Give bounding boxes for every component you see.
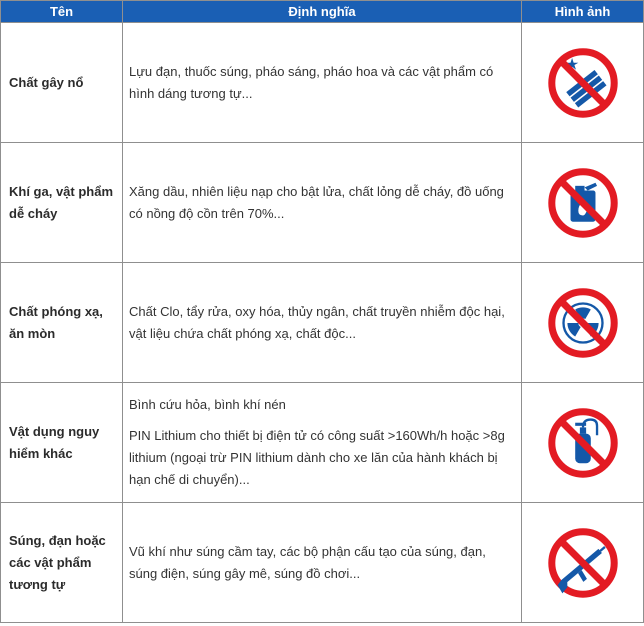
definition-text: Lựu đạn, thuốc súng, pháo sáng, pháo hoa và các vật phẩm có hình dáng tương tự... bbox=[129, 63, 494, 101]
header-image: Hình ảnh bbox=[522, 1, 644, 23]
item-definition bbox=[123, 23, 522, 143]
item-definition bbox=[123, 143, 522, 263]
no-flammable-icon bbox=[544, 164, 622, 242]
table-row bbox=[1, 263, 644, 383]
item-definition bbox=[123, 383, 522, 503]
no-radioactive-icon bbox=[544, 284, 622, 362]
no-gas-cylinder-icon bbox=[544, 404, 622, 482]
item-definition bbox=[123, 263, 522, 383]
no-firearms-icon bbox=[544, 524, 622, 602]
definition-text: Vũ khí như súng cầm tay, các bộ phận cấu tạo của súng, đạn, súng điện, súng gây mê, súng đồ chơi... bbox=[129, 543, 486, 581]
item-image-cell bbox=[522, 383, 644, 503]
definition-text: Bình cứu hỏa, bình khí nén bbox=[129, 397, 286, 412]
item-image-cell bbox=[522, 263, 644, 383]
item-name: Chất gây nổ bbox=[1, 23, 123, 143]
header-name: Tên bbox=[1, 1, 123, 23]
table-row bbox=[1, 383, 644, 503]
header-definition: Định nghĩa bbox=[123, 1, 522, 23]
item-name: Chất phóng xạ, ăn mòn bbox=[1, 263, 123, 383]
table-row bbox=[1, 503, 644, 623]
table-row bbox=[1, 23, 644, 143]
definition-text: Xăng dầu, nhiên liệu nạp cho bật lửa, chất lỏng dễ cháy, đồ uống có nồng độ cồn trên 70%... bbox=[129, 183, 504, 221]
table-header-row bbox=[1, 1, 644, 23]
item-image-cell bbox=[522, 23, 644, 143]
no-explosives-icon bbox=[544, 44, 622, 122]
definition-text: Chất Clo, tẩy rửa, oxy hóa, thủy ngân, chất truyền nhiễm độc hại, vật liệu chứa chất phóng xạ, chất độc... bbox=[129, 303, 505, 341]
table-row bbox=[1, 143, 644, 263]
item-name: Vật dụng nguy hiểm khác bbox=[1, 383, 123, 503]
item-name: Súng, đạn hoặc các vật phẩm tương tự bbox=[1, 503, 123, 623]
item-image-cell bbox=[522, 503, 644, 623]
item-definition bbox=[123, 503, 522, 623]
item-image-cell bbox=[522, 143, 644, 263]
item-name: Khí ga, vật phẩm dễ cháy bbox=[1, 143, 123, 263]
definition-text: PIN Lithium cho thiết bị điện tử có công suất >160Wh/h hoặc >8g lithium (ngoại trừ PIN lithium dành cho xe lăn của hành khách bị hạn chế di chuyển)... bbox=[129, 428, 505, 487]
